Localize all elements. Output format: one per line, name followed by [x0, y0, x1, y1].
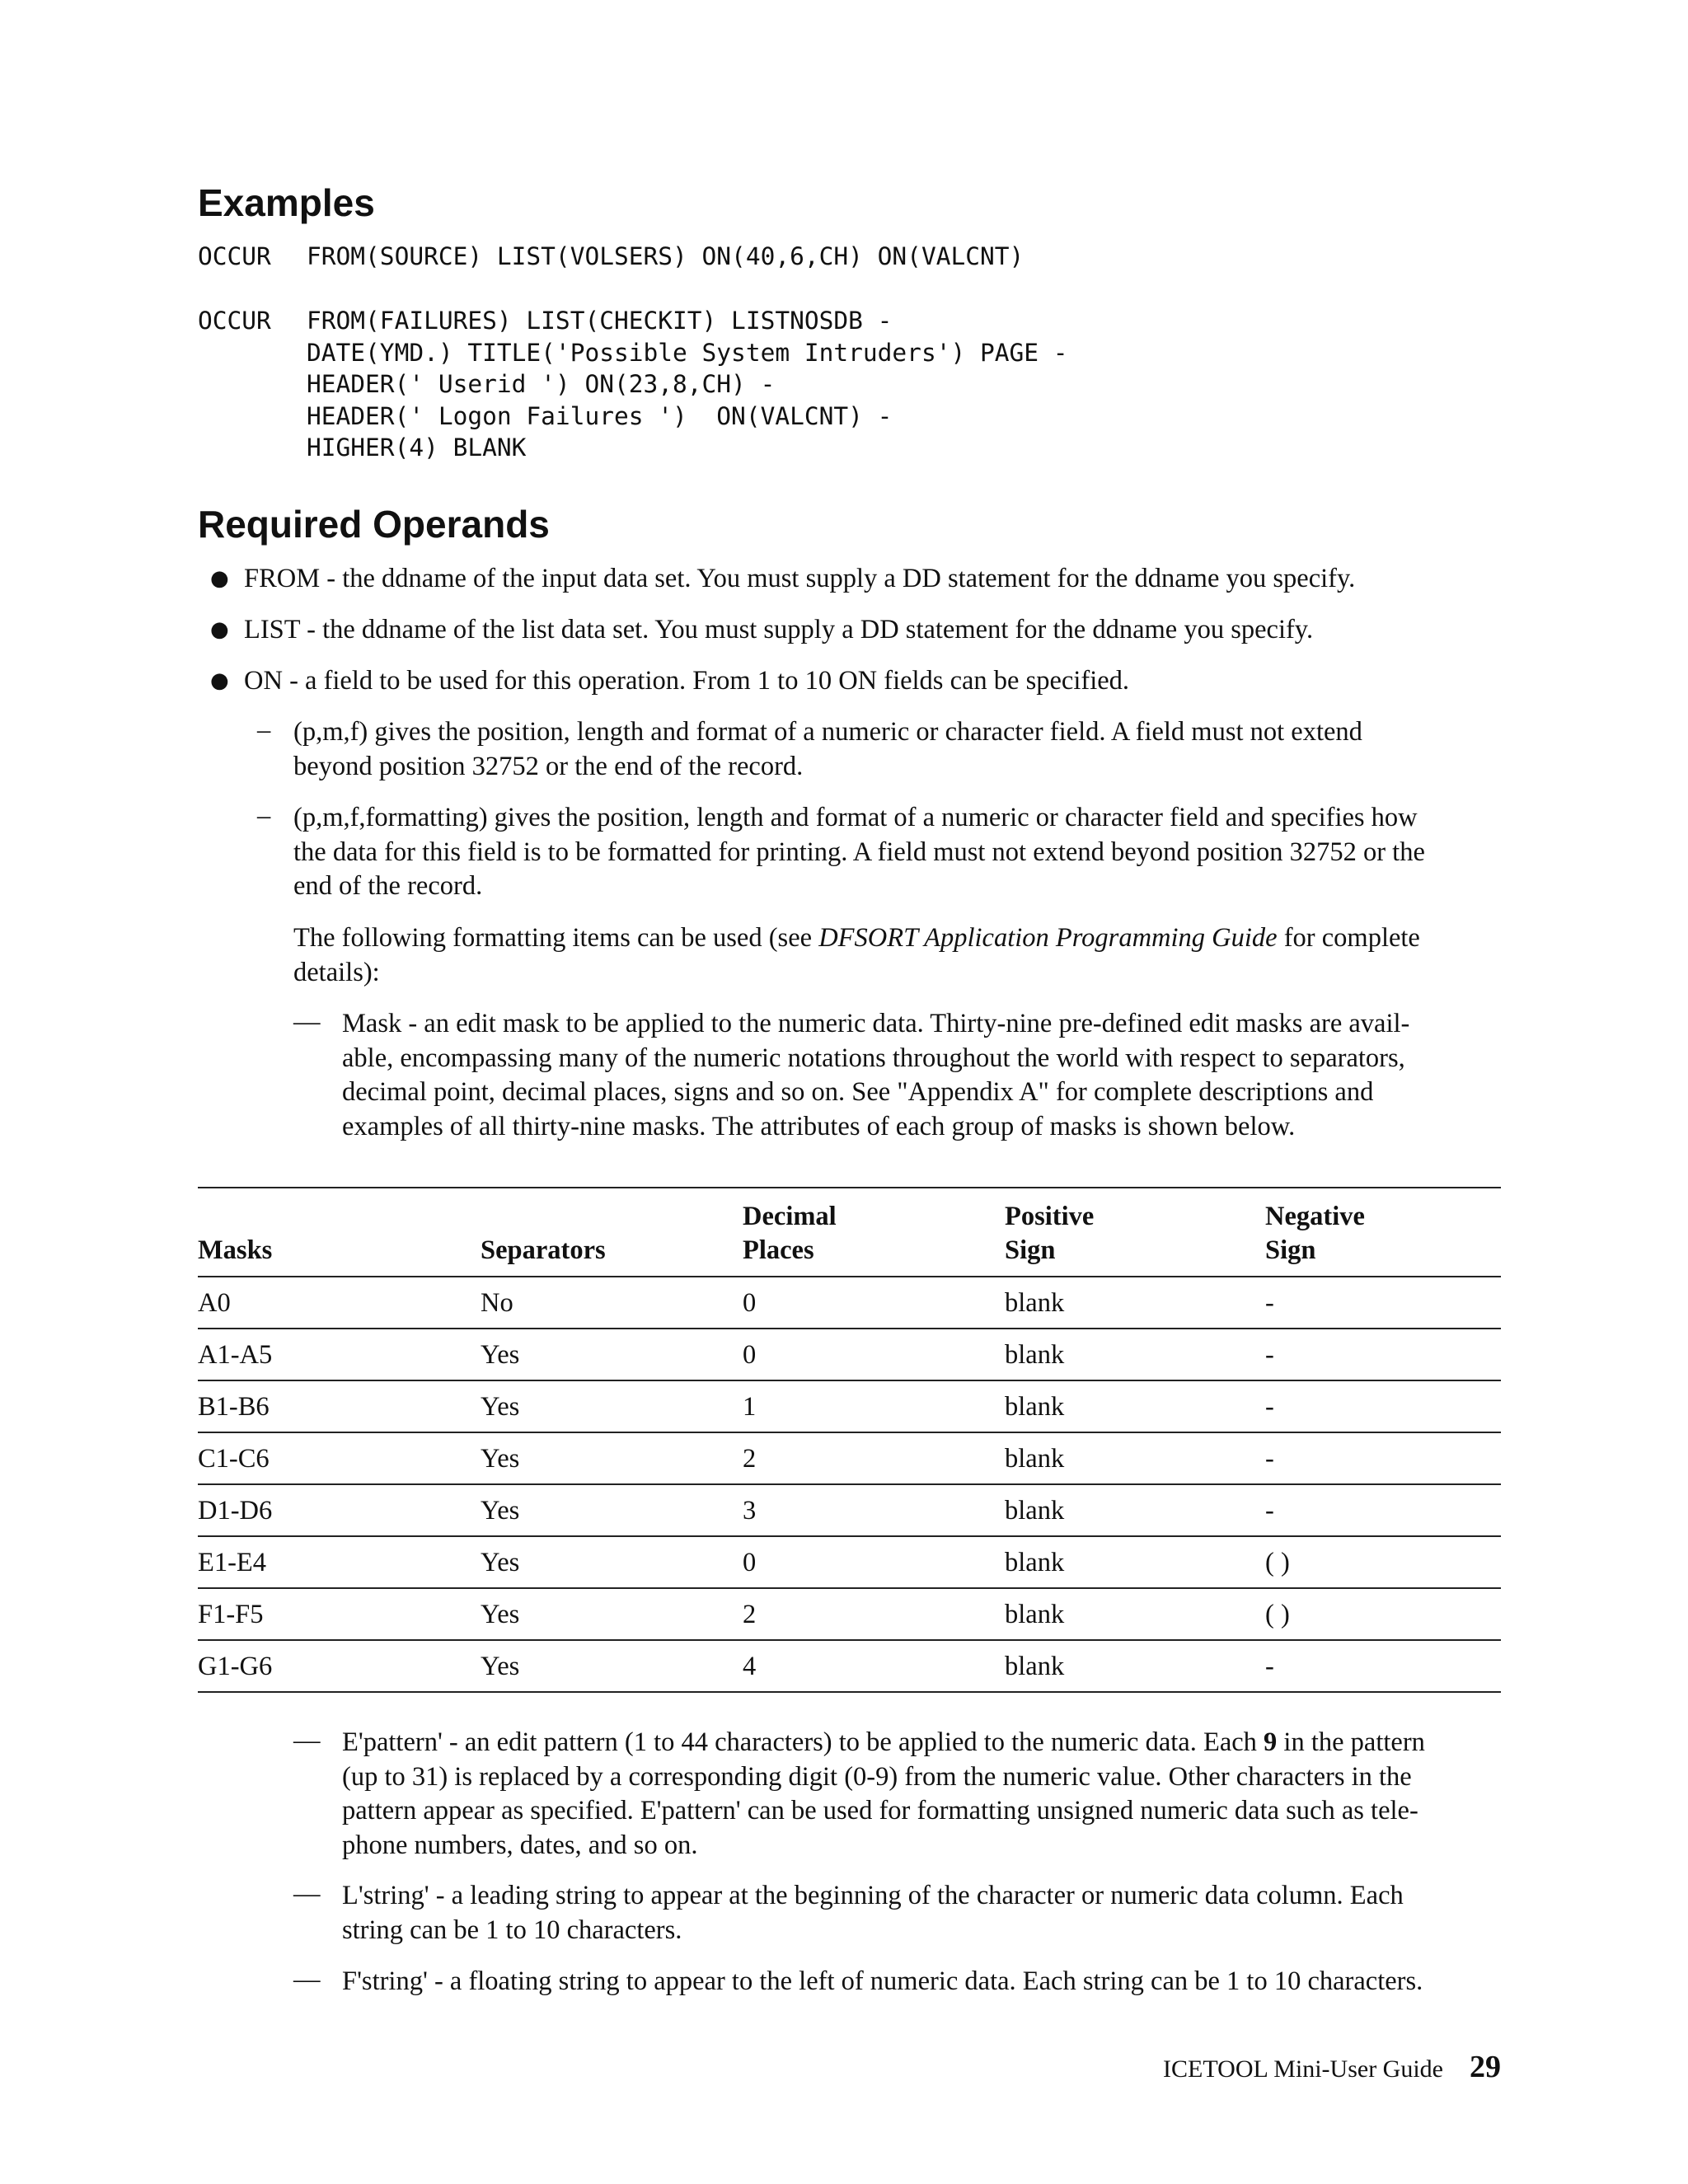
cell-separators: Yes: [481, 1432, 743, 1484]
cell-mask: E1-E4: [198, 1536, 481, 1588]
text-line: (up to 31) is replaced by a corresponding digit (0-9) from the numeric value. Other characters in the: [342, 1761, 1412, 1792]
example-2-line: FROM(FAILURES) LIST(CHECKIT) LISTNOSDB -: [307, 307, 893, 335]
fstring-item: [342, 1965, 1423, 1999]
cell-separators: No: [481, 1277, 743, 1329]
lstring-item: [342, 1879, 1404, 1947]
dash-icon: –: [257, 715, 271, 745]
example-2-line: HIGHER(4) BLANK: [307, 434, 527, 462]
page-footer: [1163, 2049, 1501, 2085]
text-line: F'string' - a floating string to appear to the left of numeric data. Each string can be 1 to 10 characters.: [342, 1966, 1423, 1996]
example-1-code: [198, 241, 1024, 273]
cell-positive-sign: blank: [1005, 1536, 1265, 1588]
text-line: beyond position 32752 or the end of the record.: [293, 751, 804, 781]
cell-decimal-places: 0: [743, 1277, 1005, 1329]
dash-icon: –: [257, 801, 271, 831]
cell-positive-sign: blank: [1005, 1277, 1265, 1329]
example-2-line: HEADER(' Userid ') ON(23,8,CH) -: [307, 370, 776, 398]
cell-separators: Yes: [481, 1329, 743, 1380]
table-row: [198, 1640, 1501, 1692]
example-2-code: [198, 305, 1068, 464]
cell-mask: F1-F5: [198, 1588, 481, 1640]
table-row: [198, 1432, 1501, 1484]
table-header-row: [198, 1188, 1501, 1277]
text-line: able, encompassing many of the numeric notations throughout the world with respect to separators,: [342, 1043, 1405, 1073]
text-line: pattern appear as specified. E'pattern' can be used for formatting unsigned numeric data such as tele-: [342, 1796, 1418, 1825]
cell-mask: D1-D6: [198, 1484, 481, 1536]
cell-positive-sign: blank: [1005, 1432, 1265, 1484]
epattern-item: [342, 1726, 1425, 1863]
col-header-masks: Masks: [198, 1188, 481, 1277]
cell-decimal-places: 0: [743, 1329, 1005, 1380]
cell-separators: Yes: [481, 1380, 743, 1432]
sub-item-pmf-formatting: [293, 801, 1425, 904]
example-1-keyword: OCCUR: [198, 242, 271, 270]
cell-mask: G1-G6: [198, 1640, 481, 1692]
table-row: [198, 1588, 1501, 1640]
cell-positive-sign: blank: [1005, 1640, 1265, 1692]
bullet-icon: ●: [210, 668, 229, 693]
text-line: phone numbers, dates, and so on.: [342, 1830, 698, 1860]
example-1-line: FROM(SOURCE) LIST(VOLSERS) ON(40,6,CH) ON(VALCNT): [307, 242, 1025, 270]
text-line: the data for this field is to be formatted for printing. A field must not extend beyond position 32752 or the: [293, 837, 1425, 867]
text-line: L'string' - a leading string to appear at the beginning of the character or numeric data column. Each: [342, 1881, 1404, 1910]
cell-negative-sign: -: [1265, 1432, 1501, 1484]
text-line: decimal point, decimal places, signs and so on. See "Appendix A" for complete descriptions and: [342, 1077, 1374, 1107]
bullet-list: LIST - the ddname of the list data set. You must supply a DD statement for the ddname you specify.: [244, 615, 1314, 644]
text-line: details):: [293, 957, 380, 987]
required-operands-heading: Required Operands: [198, 503, 550, 546]
col-header-decimal-places: Decimal Places: [743, 1188, 1005, 1277]
cell-negative-sign: -: [1265, 1484, 1501, 1536]
text-line: end of the record.: [293, 871, 483, 901]
col-header-negative-sign: Negative Sign: [1265, 1188, 1501, 1277]
emdash-icon: —: [293, 1726, 321, 1755]
text-line: string can be 1 to 10 characters.: [342, 1915, 682, 1945]
emdash-icon: —: [293, 1879, 321, 1909]
table-row: [198, 1329, 1501, 1380]
emdash-icon: —: [293, 1007, 321, 1037]
bold-nine: 9: [1264, 1727, 1278, 1757]
bullet-icon: ●: [210, 617, 229, 642]
cell-negative-sign: ( ): [1265, 1588, 1501, 1640]
col-header-separators: Separators: [481, 1188, 743, 1277]
cell-decimal-places: 2: [743, 1588, 1005, 1640]
cell-separators: Yes: [481, 1484, 743, 1536]
cell-mask: A1-A5: [198, 1329, 481, 1380]
cell-mask: C1-C6: [198, 1432, 481, 1484]
cell-negative-sign: -: [1265, 1640, 1501, 1692]
cell-mask: A0: [198, 1277, 481, 1329]
table-row: [198, 1536, 1501, 1588]
example-2-keyword: OCCUR: [198, 307, 271, 335]
cell-positive-sign: blank: [1005, 1484, 1265, 1536]
bullet-on: ON - a field to be used for this operation. From 1 to 10 ON fields can be specified.: [244, 666, 1130, 696]
text-span: for complete: [1277, 923, 1420, 953]
text-line: [293, 921, 1420, 956]
cell-decimal-places: 1: [743, 1380, 1005, 1432]
cell-decimal-places: 2: [743, 1432, 1005, 1484]
page-number: 29: [1470, 2050, 1501, 2084]
text-span: in the pattern: [1277, 1727, 1425, 1757]
cell-negative-sign: -: [1265, 1329, 1501, 1380]
cell-separators: Yes: [481, 1640, 743, 1692]
sub-item-pmf: [293, 715, 1362, 784]
cell-mask: B1-B6: [198, 1380, 481, 1432]
reference-title: DFSORT Application Programming Guide: [818, 923, 1278, 953]
formatting-intro: [293, 921, 1420, 990]
examples-heading: Examples: [198, 181, 375, 224]
cell-decimal-places: 0: [743, 1536, 1005, 1588]
cell-positive-sign: blank: [1005, 1329, 1265, 1380]
text-span: The following formatting items can be used (see: [293, 923, 819, 953]
text-span: E'pattern' - an edit pattern (1 to 44 characters) to be applied to the numeric data. Each: [342, 1727, 1264, 1757]
cell-separators: Yes: [481, 1536, 743, 1588]
cell-positive-sign: blank: [1005, 1380, 1265, 1432]
table-row: [198, 1484, 1501, 1536]
example-2-line: DATE(YMD.) TITLE('Possible System Intruders') PAGE -: [307, 338, 1068, 367]
cell-negative-sign: -: [1265, 1380, 1501, 1432]
text-line: (p,m,f) gives the position, length and format of a numeric or character field. A field must not extend: [293, 717, 1362, 747]
text-line: [342, 1726, 1425, 1760]
text-line: Mask - an edit mask to be applied to the numeric data. Thirty-nine pre-defined edit masks are avail-: [342, 1009, 1410, 1038]
cell-negative-sign: -: [1265, 1277, 1501, 1329]
table-row: [198, 1380, 1501, 1432]
col-header-positive-sign: Positive Sign: [1005, 1188, 1265, 1277]
footer-title: ICETOOL Mini-User Guide: [1163, 2055, 1443, 2083]
table-row: [198, 1277, 1501, 1329]
cell-positive-sign: blank: [1005, 1588, 1265, 1640]
mask-item: [342, 1007, 1409, 1144]
text-line: examples of all thirty-nine masks. The attributes of each group of masks is shown below.: [342, 1111, 1296, 1141]
cell-decimal-places: 4: [743, 1640, 1005, 1692]
bullet-from: FROM - the ddname of the input data set. You must supply a DD statement for the ddname you specify.: [244, 564, 1356, 593]
masks-table: [198, 1187, 1501, 1693]
example-2-line: HEADER(' Logon Failures ') ON(VALCNT) -: [307, 401, 893, 430]
bullet-icon: ●: [210, 566, 229, 591]
cell-negative-sign: ( ): [1265, 1536, 1501, 1588]
cell-separators: Yes: [481, 1588, 743, 1640]
cell-decimal-places: 3: [743, 1484, 1005, 1536]
text-line: (p,m,f,formatting) gives the position, length and format of a numeric or character field and specifies how: [293, 803, 1418, 832]
emdash-icon: —: [293, 1965, 321, 1994]
